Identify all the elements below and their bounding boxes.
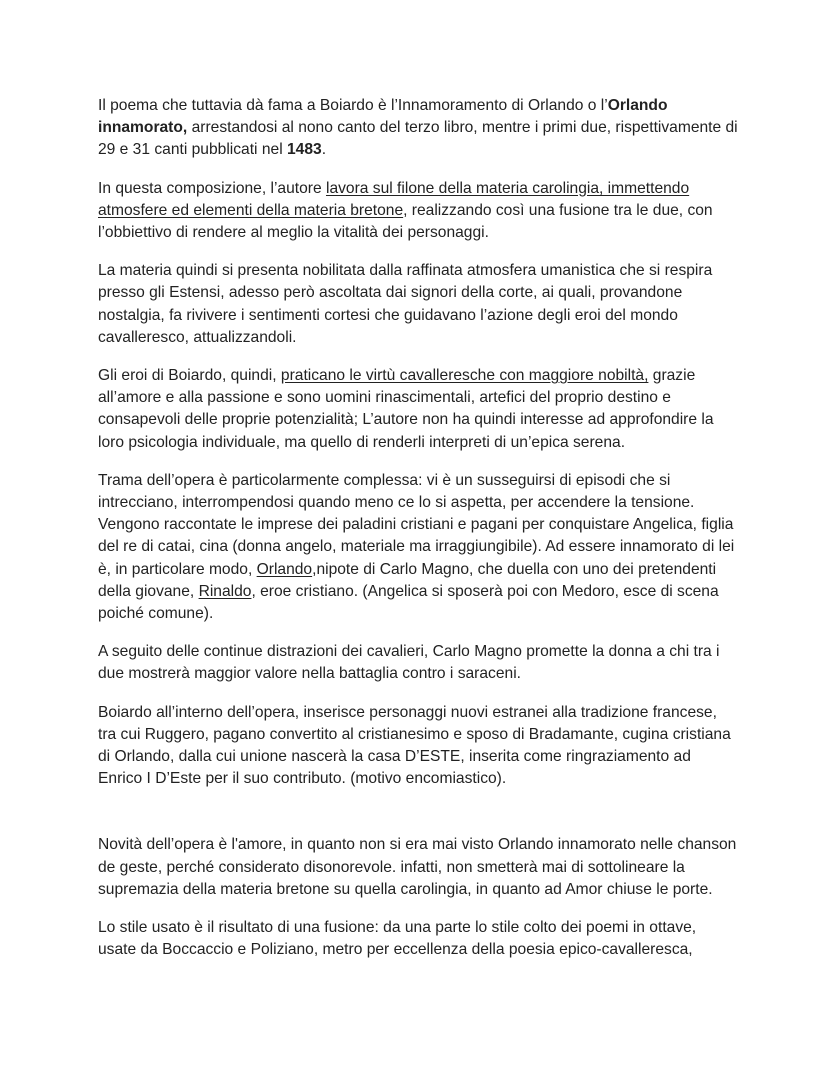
text-run: arrestandosi al nono canto del terzo libro, mentre i primi due, rispettivamente di 29 e 31 canti pubblicati nel bbox=[98, 119, 738, 159]
underlined-name-orlando: Orlando bbox=[256, 560, 313, 578]
underlined-text: lavora sul filone della materia carolingia, immettendo atmosfere ed elementi della materia bretone bbox=[98, 179, 690, 219]
paragraph-5 bbox=[98, 470, 738, 625]
text-run: Lo stile usato è il risultato di una fusione: da una parte lo stile colto dei poemi in ottave, usate da Boccaccio e Poliziano, metro per eccellenza della poesia epico-cavalleresca, bbox=[98, 919, 697, 959]
underlined-text: praticano le virtù cavalleresche con maggiore nobiltà, bbox=[280, 367, 649, 385]
title-bold: Orlando innamorato, bbox=[98, 97, 668, 137]
text-run: La materia quindi si presenta nobilitata dalla raffinata atmosfera umanistica che si respira presso gli Estensi, adesso però ascoltata dai signori della corte, ai quali, provandone nostalgia, fa rivivere i sentimenti cortesi che guidavano l’azione degli eroi del mondo cavalleresco, attualizzandoli. bbox=[98, 262, 713, 346]
text-run: A seguito delle continue distrazioni dei cavalieri, Carlo Magno promette la donna a chi tra i due mostrerà maggior valore nella battaglia contro i saraceni. bbox=[98, 643, 720, 683]
text-run: ,nipote di Carlo Magno, che duella con uno dei pretendenti della giovane, bbox=[98, 560, 717, 600]
paragraph-2 bbox=[98, 178, 738, 245]
text-run: Trama dell’opera è particolarmente complessa: vi è un susseguirsi di episodi che si intrecciano, interrompendosi quando meno ce lo si aspetta, per accendere la tensione. Vengono raccontate le imprese dei paladini cristiani e pagani per conquistare Angelica, figlia del re di catai, cina (donna angelo, materiale ma irraggiungibile). Ad essere innamorato di lei è, in particolare modo, bbox=[98, 471, 735, 578]
text-run: , eroe cristiano. (Angelica si sposerà poi con Medoro, esce di scena poiché comune). bbox=[98, 582, 719, 623]
document-body bbox=[98, 95, 738, 978]
text-run: In questa composizione, l’autore bbox=[98, 179, 326, 197]
paragraph-1 bbox=[98, 95, 738, 162]
year-bold: 1483 bbox=[287, 141, 322, 159]
text-run: grazie all’amore e alla passione e sono uomini rinascimentali, artefici del proprio destino e consapevoli delle proprie potenzialità; L’autore non ha quindi interesse ad approfondire la loro psicologia individuale, ma quello di renderli interpreti di un’epica serena. bbox=[98, 367, 714, 451]
text-run: . bbox=[321, 141, 327, 159]
text-run: Il poema che tuttavia dà fama a Boiardo è l’Innamoramento di Orlando o l’ bbox=[98, 97, 608, 114]
text-run: Gli eroi di Boiardo, quindi, bbox=[98, 367, 281, 385]
paragraph-3 bbox=[98, 260, 738, 349]
paragraph-7 bbox=[98, 702, 738, 791]
text-run: , realizzando così una fusione tra le due, con l’obbiettivo di rendere al meglio la vitalità dei personaggi. bbox=[98, 201, 713, 242]
paragraph-4 bbox=[98, 365, 738, 454]
paragraph-6 bbox=[98, 641, 738, 685]
text-run: Boiardo all’interno dell’opera, inserisce personaggi nuovi estranei alla tradizione francese, tra cui Ruggero, pagano convertito al cristianesimo e sposo di Bradamante, cugina cristiana di Orlando, dalla cui unione nascerà la casa D’ESTE, inserita come ringraziamento ad Enrico I D’Este per il suo contributo. (motivo encomiastico). bbox=[98, 703, 731, 788]
paragraph-9 bbox=[98, 917, 738, 961]
paragraph-8 bbox=[98, 834, 738, 901]
underlined-name-rinaldo: Rinaldo bbox=[198, 582, 252, 600]
text-run: Novità dell’opera è l'amore, in quanto non si era mai visto Orlando innamorato nelle chanson de geste, perché considerato disonorevole. infatti, non smetterà mai di sottolineare la supremazia della materia bretone su quella carolingia, in quanto ad Amor chiuse le porte. bbox=[98, 836, 737, 898]
